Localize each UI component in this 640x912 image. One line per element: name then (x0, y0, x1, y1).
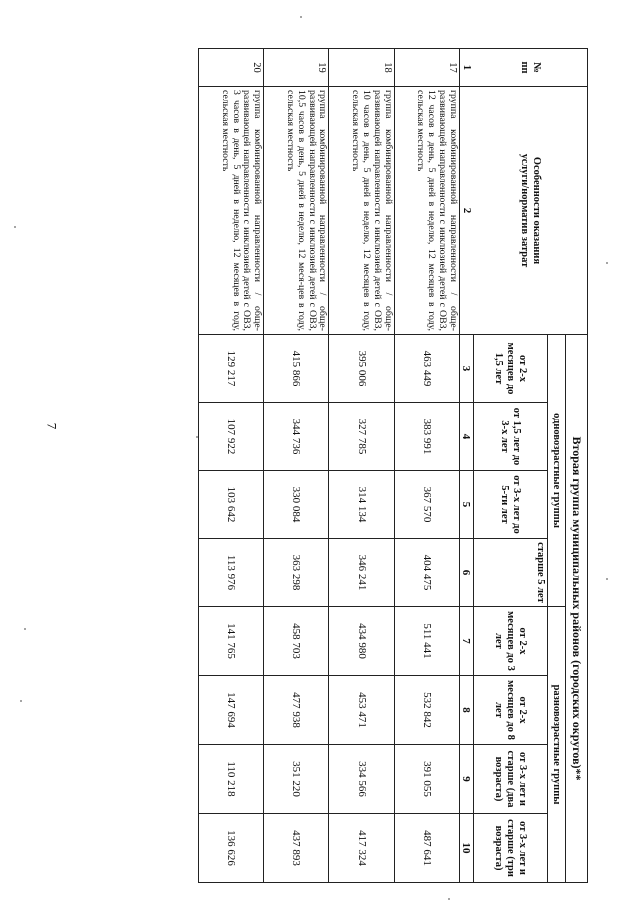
value-cell: 344 736 (264, 403, 329, 471)
value-cell: 477 938 (264, 676, 329, 745)
scan-speck (24, 628, 26, 630)
header-desc: Особенности оказания услуги/норматив затрат (473, 87, 587, 335)
value-cell: 391 055 (394, 745, 459, 814)
row-desc: группа комбинированной направленности / обще-развивающей направленности с инклюзией детей с ОВЗ, 12 часов в день, 5 дней в неделю, 12 месяцев в году, сельская местность (394, 87, 459, 335)
cost-norms-table (198, 48, 588, 883)
value-cell: 453 471 (329, 676, 394, 745)
value-cell: 417 324 (329, 814, 394, 883)
header-num: № пп (473, 49, 587, 87)
page-number: 7 (44, 422, 60, 430)
scan-speck (606, 262, 608, 264)
subcol-header: от 1,5 лет до 3-х лет (473, 403, 547, 471)
value-cell: 113 976 (199, 539, 264, 607)
index-cell: 7 (459, 607, 473, 676)
index-cell: 1 (459, 49, 473, 87)
subcol-header: от 2-х месяцев до 1,5 лет (473, 335, 547, 403)
value-cell: 487 641 (394, 814, 459, 883)
scan-speck (20, 700, 22, 702)
value-cell: 437 893 (264, 814, 329, 883)
row-desc: группа комбинированной направленности / обще-развивающей направленности с инклюзией детей с ОВЗ, 3 часов в день, 5 дней в неделю, 12 месяцев в году, сельская местность (199, 87, 264, 335)
value-cell: 434 980 (329, 607, 394, 676)
row-desc: группа комбинированной направленности / обще-развивающей направленности с инклюзией детей с ОВЗ, 10 часов в день, 5 дней в неделю, 12 месяцев в году, сельская местность (329, 87, 394, 335)
subcol-header: старше 5 лет (473, 539, 547, 607)
index-cell: 4 (459, 403, 473, 471)
row-num: 19 (264, 49, 329, 87)
index-cell: 10 (459, 814, 473, 883)
index-cell: 6 (459, 539, 473, 607)
index-cell: 5 (459, 471, 473, 539)
value-cell: 103 642 (199, 471, 264, 539)
table-row (264, 49, 329, 883)
value-cell: 330 084 (264, 471, 329, 539)
scan-speck (448, 898, 450, 900)
value-cell: 147 694 (199, 676, 264, 745)
value-cell: 107 922 (199, 403, 264, 471)
value-cell: 110 218 (199, 745, 264, 814)
index-cell: 2 (459, 87, 473, 335)
row-num: 20 (199, 49, 264, 87)
value-cell: 395 006 (329, 335, 394, 403)
rotated-table-wrapper (198, 48, 588, 882)
value-cell: 334 566 (329, 745, 394, 814)
table-row (394, 49, 459, 883)
value-cell: 367 570 (394, 471, 459, 539)
row-num: 17 (394, 49, 459, 87)
value-cell: 351 220 (264, 745, 329, 814)
value-cell: 404 475 (394, 539, 459, 607)
value-cell: 346 241 (329, 539, 394, 607)
value-cell: 532 842 (394, 676, 459, 745)
value-cell: 383 991 (394, 403, 459, 471)
row-desc: группа комбинированной направленности / обще-развивающей направленности с инклюзией детей с ОВЗ, 10,5 часов в день, 5 дней в неделю, 12 меся-цев в году, сельская местность (264, 87, 329, 335)
scan-speck (300, 16, 302, 18)
index-cell: 8 (459, 676, 473, 745)
subcol-header: от 3-х лет и старше (три возраста) (473, 814, 547, 883)
value-cell: 511 441 (394, 607, 459, 676)
scan-speck (196, 436, 198, 438)
header-mixed-age: разновозрастные группы (547, 607, 565, 883)
value-cell: 136 626 (199, 814, 264, 883)
subcol-header: от 3-х лет и старше (два возраста) (473, 745, 547, 814)
value-cell: 314 134 (329, 471, 394, 539)
header-group-title: Вторая группа муниципальных районов (городских округов)** (565, 335, 587, 883)
value-cell: 363 298 (264, 539, 329, 607)
table-row (329, 49, 394, 883)
scan-speck (606, 578, 608, 580)
value-cell: 141 765 (199, 607, 264, 676)
value-cell: 327 785 (329, 403, 394, 471)
table-row (199, 49, 264, 883)
index-cell: 9 (459, 745, 473, 814)
value-cell: 458 703 (264, 607, 329, 676)
value-cell: 129 217 (199, 335, 264, 403)
value-cell: 463 449 (394, 335, 459, 403)
value-cell: 415 866 (264, 335, 329, 403)
index-cell: 3 (459, 335, 473, 403)
header-same-age: одновозрастные группы (547, 335, 565, 607)
subcol-header: от 2-х месяцев до 3 лет (473, 607, 547, 676)
subcol-header: от 3-х лет до 5-ти лет (473, 471, 547, 539)
scan-speck (14, 226, 16, 228)
subcol-header: от 2-х месяцев до 8 лет (473, 676, 547, 745)
row-num: 18 (329, 49, 394, 87)
